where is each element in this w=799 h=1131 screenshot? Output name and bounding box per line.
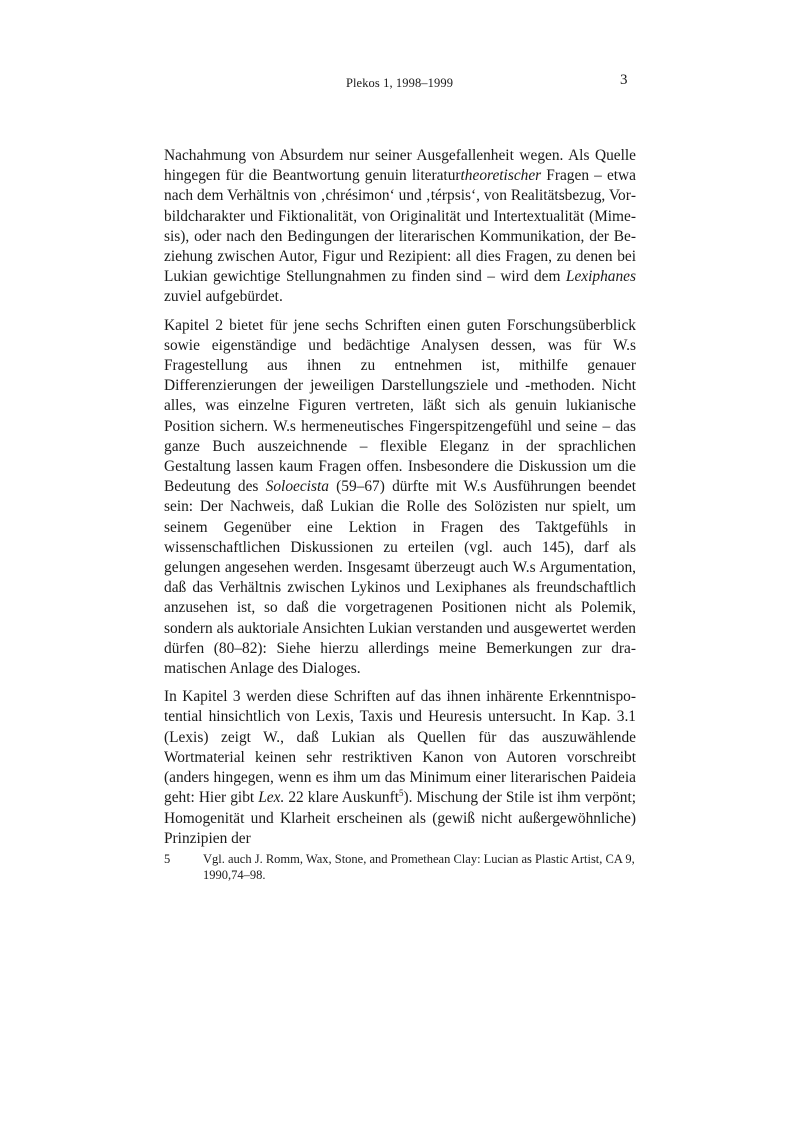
footnote-ref[interactable]: 5 (399, 788, 404, 799)
text-run: 22 klare Auskunft (284, 789, 400, 807)
text-run: Nachahmung von Absurdem nur seiner Ausgefallenheit wegen. Als Quelle hingegen für die Beantwortung genuin literatur (164, 147, 636, 185)
footnote-number: 5 (164, 852, 171, 866)
running-header: Plekos 1, 1998–1999 (345, 76, 454, 90)
body-text (164, 146, 636, 849)
text-run: In Kapitel 3 werden diese Schriften auf das ihnen inhärente Erkenntnispotential hinsichtlich von Lexis, Taxis und Heuresis untersucht. In Kap. 3.1 (Lexis) zeigt W., daß Lukian als Quellen für das auszuwählende Wortmaterial keinen sehr restriktiven Kanon von Autoren vorschreibt (anders hingegen, wenn es ihm um das Minimum einer literarischen Paideia geht: Hier gibt (164, 688, 636, 807)
text-run: ). Mischung der Stile ist ihm verpönt; Homogenität und Klarheit erscheinen als (gewiß nicht außergewöhnliche) Prinzipien der (164, 789, 636, 847)
italic-term: Lex. (258, 789, 285, 807)
italic-term: Soloecista (265, 478, 329, 496)
text-run: (59–67) dürfte mit W.s Ausführungen beendet sein: Der Nachweis, daß Lukian die Rolle des Solözisten nur spielt, um seinem Gegenüber eine Lektion in Fragen des Taktgefühls in wissenschaftlichen Diskussionen zu erteilen (vgl. auch 145), darf als gelungen angesehen werden. Insgesamt überzeugt auch W.s Argumentation, daß das Verhältnis zwischen Lykinos und Lexiphanes als freundschaftlich anzusehen ist, so daß die vorgetragenen Positionen nicht als Polemik, sondern als auktoriale Ansichten Lukian verstanden und ausgewertet werden dürfen (80–82): Siehe hierzu allerdings meine Bemerkungen zur dramatischen Anlage des Dialoges. (164, 478, 636, 678)
text-run: zuviel aufgebürdet. (164, 288, 283, 306)
text-run: Kapitel 2 bietet für jene sechs Schriften einen guten Forschungsüberblick sowie eigenständige und bedächtige Analysen dessen, was für W.s Fragestellung aus ihnen zu entnehmen ist, mithilfe genauer Differenzierungen der jeweiligen Darstellungsziele und -methoden. Nicht alles, was einzelne Figuren vertreten, läßt sich als genuin lukianische Position sichern. W.s hermeneutisches Fingerspitzengefühl und seine – das ganze Buch auszeichnende – flexible Eleganz in der sprachlichen Gestaltung lassen kaum Fragen offen. Insbesondere die Diskussion um die Bedeutung des (164, 316, 636, 496)
page-number: 3 (620, 72, 628, 88)
paragraph (164, 146, 636, 308)
paragraph (164, 687, 636, 849)
italic-term: theoretischer (460, 167, 542, 185)
italic-term: Lexiphanes (565, 268, 636, 286)
text-run: Fragen – etwa nach dem Verhältnis von ‚chrésimon‘ und ‚térpsis‘, von Realitätsbezug, Vorbildcharakter und Fiktionalität, von Originalität und Intertextualität (Mimesis), oder nach den Bedingungen der literarischen Kommunikation, der Beziehung zwischen Autor, Figur und Rezipient: all dies Fragen, zu denen bei Lukian gewichtige Stellungnahmen zu finden sind – wird dem (164, 167, 636, 286)
footnote-text: Vgl. auch J. Romm, Wax, Stone, and Promethean Clay: Lucian as Plastic Artist, CA 9, 1990,74–98. (203, 852, 635, 882)
paragraph (164, 316, 636, 680)
